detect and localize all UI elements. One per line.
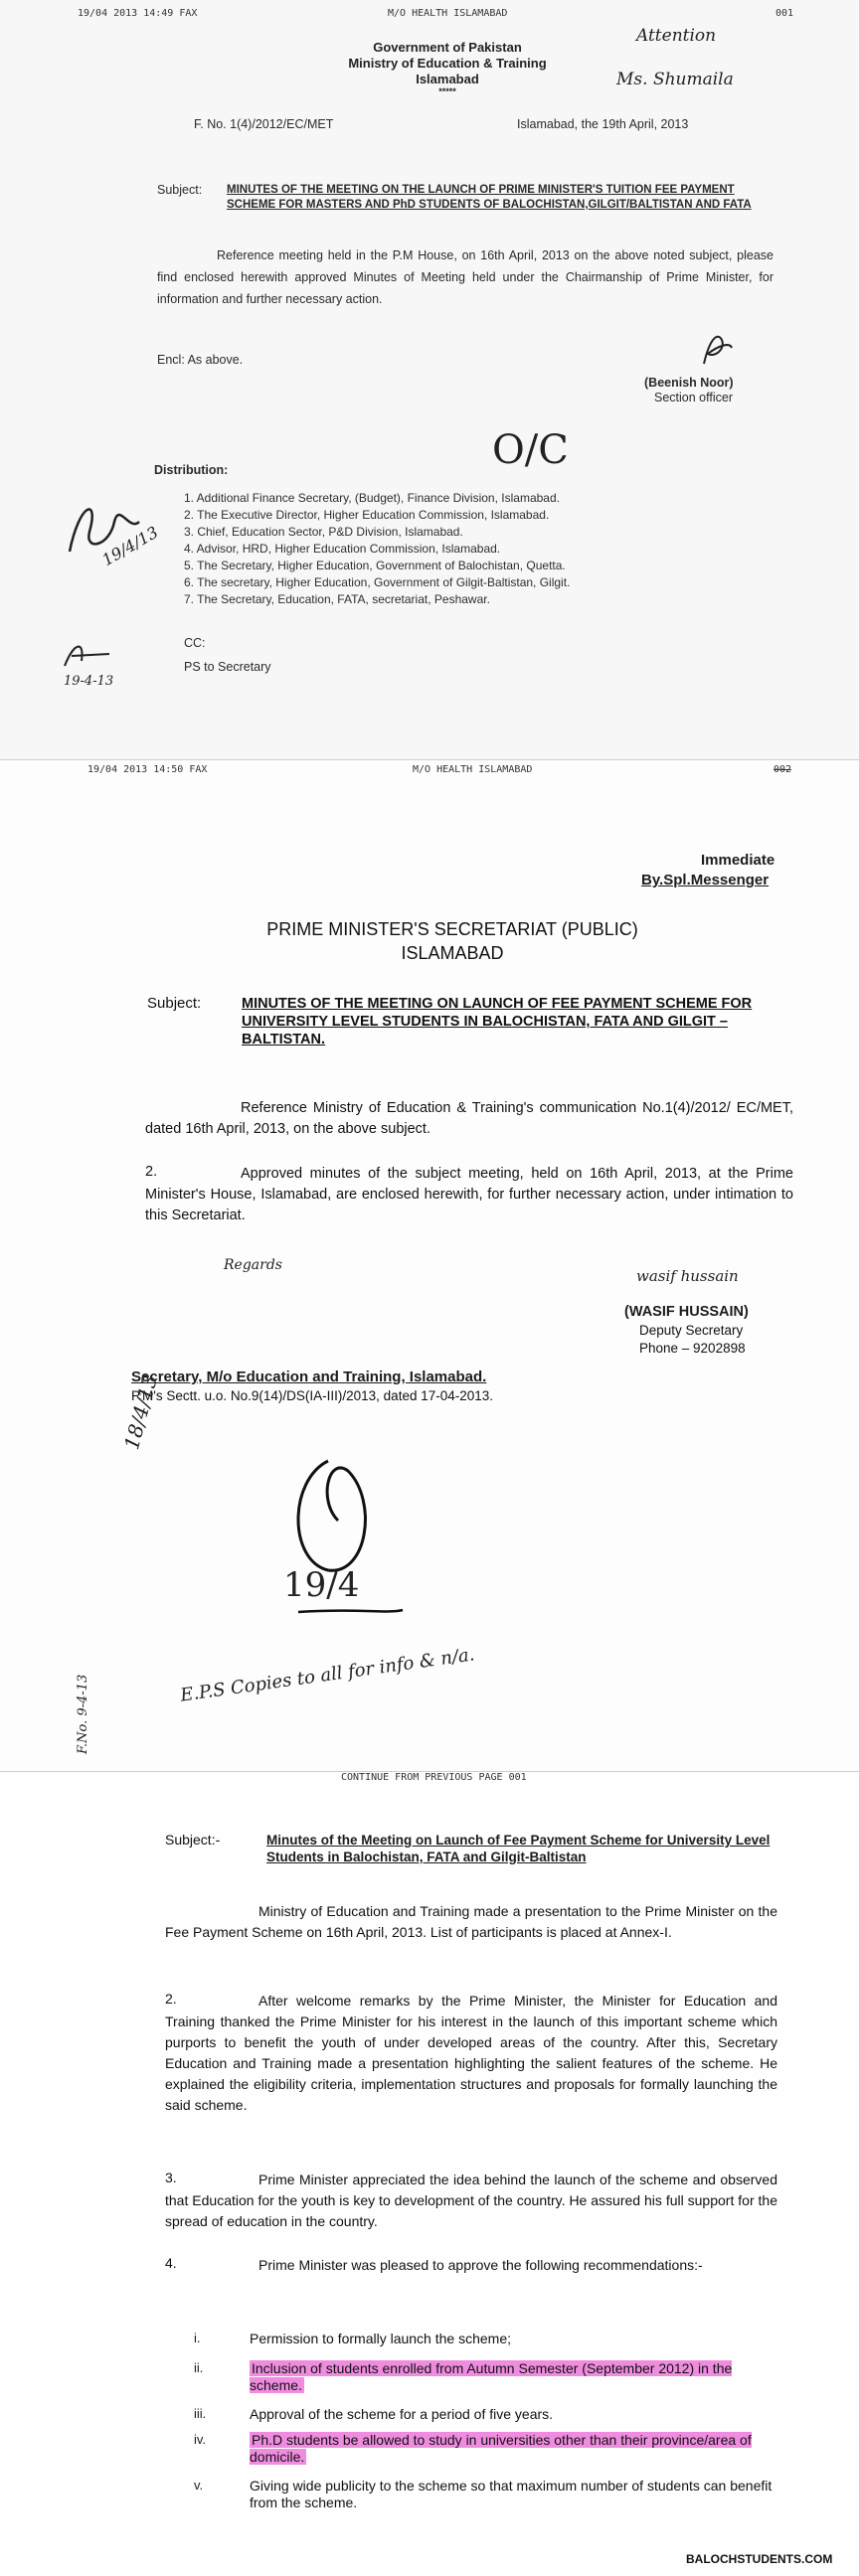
list-item: 5. The Secretary, Higher Education, Government of Balochistan, Quetta. xyxy=(184,559,566,572)
paragraph-3: Prime Minister appreciated the idea behind the launch of the scheme and observed that Education for the youth is key to development of the country. He assured his full support for the spread of education in the country. xyxy=(165,2172,777,2229)
cc-label: CC: xyxy=(184,636,206,650)
org-line-4: ***** xyxy=(438,86,456,96)
addressee: Secretary, M/o Education and Training, Islamabad. xyxy=(131,1368,487,1385)
continue-header: CONTINUE FROM PREVIOUS PAGE 001 xyxy=(341,1772,527,1783)
handwritten-attention-line1: Attention xyxy=(636,26,717,46)
cc-recipient: PS to Secretary xyxy=(184,660,271,674)
org-heading xyxy=(328,40,567,96)
fax-page-1 xyxy=(0,0,859,760)
handwritten-attention-line2: Ms. Shumaila xyxy=(616,70,734,89)
subject-text: MINUTES OF THE MEETING ON LAUNCH OF FEE PAYMENT SCHEME FOR UNIVERSITY LEVEL STUDENTS IN BALOCHISTAN, FATA AND GILGIT – BALTISTAN. xyxy=(242,996,753,1047)
list-item-number: v. xyxy=(194,2478,204,2493)
watermark: BALOCHSTUDENTS.COM xyxy=(686,2552,833,2566)
handwritten-regards: Regards xyxy=(224,1257,282,1273)
subject-label: Subject: xyxy=(157,183,203,197)
paragraph-4-number: 4. xyxy=(165,2255,177,2271)
org-line-3: Islamabad xyxy=(416,72,479,86)
deputy-secretary-signature: wasif hussain xyxy=(636,1267,739,1285)
fax-header-center: M/O HEALTH ISLAMABAD xyxy=(413,764,533,775)
fax-header-center: M/O HEALTH ISLAMABAD xyxy=(388,8,508,19)
recommendations-list xyxy=(194,2331,790,2519)
handwritten-mark-bottom xyxy=(60,636,119,676)
handwritten-oc: O/C xyxy=(492,427,569,473)
subject-text: MINUTES OF THE MEETING ON THE LAUNCH OF PRIME MINISTER'S TUITION FEE PAYMENT SCHEME FOR MASTERS AND PhD STUDENTS OF BALOCHISTAN,GILGIT/BALTISTAN AND FATA xyxy=(227,184,752,211)
handwritten-note: E.P.S Copies to all for info & n/a. xyxy=(178,1644,476,1706)
org-heading xyxy=(229,917,676,965)
enclosure-note: Encl: As above. xyxy=(157,353,244,367)
handwritten-number-mark: 19/4 xyxy=(283,1565,360,1605)
signer-name: (Beenish Noor) xyxy=(644,376,734,390)
list-item-number: iv. xyxy=(194,2432,207,2447)
paragraph-2-number: 2. xyxy=(145,1164,158,1180)
list-item: 4. Advisor, HRD, Higher Education Commission, Islamabad. xyxy=(184,542,501,556)
highlight-mark: Inclusion of students enrolled from Autumn Semester (September 2012) in the scheme. xyxy=(250,2360,733,2393)
org-line-2: ISLAMABAD xyxy=(401,943,504,963)
paragraph-2: Approved minutes of the subject meeting, held on 16th April, 2013, at the Prime Minister's House, Islamabad, are enclosed herewith, for further necessary action, under intimation to this Secretariat. xyxy=(145,1166,793,1224)
list-item-text-highlighted xyxy=(250,2432,776,2466)
list-item: 3. Chief, Education Sector, P&D Division, Islamabad. xyxy=(184,525,463,539)
list-item: 6. The secretary, Higher Education, Government of Gilgit-Baltistan, Gilgit. xyxy=(184,575,571,589)
body-paragraph: Reference meeting held in the P.M House, on 16th April, 2013 on the above noted subject, please find enclosed herewith approved Minutes of Meeting held under the Chairmanship of Prime Minister, for information and further necessary action. xyxy=(157,248,773,306)
paragraph-3-number: 3. xyxy=(165,2170,177,2185)
highlight-mark: Ph.D students be allowed to study in universities other than their province/area of domicile. xyxy=(250,2432,752,2465)
paragraph-1: Ministry of Education and Training made a presentation to the Prime Minister on the Fee Payment Scheme on 16th April, 2013. List of participants is placed at Annex-I. xyxy=(165,1903,777,1940)
signer-title: Deputy Secretary xyxy=(639,1323,744,1338)
fax-page-2 xyxy=(0,760,859,1772)
subject-label: Subject: xyxy=(147,995,202,1012)
fax-header-right: 001 xyxy=(775,8,794,19)
paragraph-4: Prime Minister was pleased to approve the following recommendations:- xyxy=(258,2257,703,2273)
handwritten-date-margin: 18/4/13 xyxy=(119,1371,163,1453)
list-item-text-highlighted xyxy=(250,2360,776,2394)
handwritten-margin-note: F.No. 9-4-13 xyxy=(76,1674,90,1754)
fax-header-left: 19/04 2013 14:50 FAX xyxy=(87,764,208,775)
org-line-2: Ministry of Education & Training xyxy=(348,56,547,71)
fax-header-right: 002 xyxy=(773,764,792,775)
section-officer-signature xyxy=(696,328,736,368)
handwritten-date-bottom: 19-4-13 xyxy=(64,674,114,689)
signer-title: Section officer xyxy=(654,391,733,404)
file-number: F. No. 1(4)/2012/EC/MET xyxy=(194,117,334,131)
org-line-1: Government of Pakistan xyxy=(373,40,522,55)
messenger-label: By.Spl.Messenger xyxy=(641,872,770,888)
signer-phone: Phone – 9202898 xyxy=(639,1341,746,1356)
uo-reference: P.M's Sectt. u.o. No.9(14)/DS(IA-III)/2013, dated 17-04-2013. xyxy=(131,1388,494,1403)
immediate-label: Immediate xyxy=(701,852,775,869)
place-date: Islamabad, the 19th April, 2013 xyxy=(517,117,689,131)
org-line-1: PRIME MINISTER'S SECRETARIAT (PUBLIC) xyxy=(266,919,638,939)
distribution-list xyxy=(184,491,741,610)
list-item-number: ii. xyxy=(194,2360,204,2375)
distribution-label: Distribution: xyxy=(154,463,229,477)
signer-name: (WASIF HUSSAIN) xyxy=(624,1304,749,1320)
list-item: 2. The Executive Director, Higher Education Commission, Islamabad. xyxy=(184,508,550,522)
reference-paragraph: Reference Ministry of Education & Training's communication No.1(4)/2012/ EC/MET, dated 16th April, 2013, on the above subject. xyxy=(145,1100,793,1138)
list-item-text: Giving wide publicity to the scheme so that maximum number of students can benefit from the scheme. xyxy=(250,2478,773,2510)
handwritten-date-left: 19/4/13 xyxy=(98,522,162,570)
list-item-number: iii. xyxy=(194,2406,207,2421)
fax-header-left: 19/04 2013 14:49 FAX xyxy=(78,8,198,19)
subject-label: Subject:- xyxy=(165,1832,221,1848)
paragraph-2: After welcome remarks by the Prime Minister, the Minister for Education and Training thanked the Prime Minister for his interest in the launch of this important scheme which purports to benefit the youth of under developed areas of the country. After this, Secretary Education and Training made a presentation highlighting the salient features of the scheme. He explained the eligibility criteria, implementation structures and proposals for formally launching the said scheme. xyxy=(165,1993,777,2113)
list-item: 7. The Secretary, Education, FATA, secretariat, Peshawar. xyxy=(184,592,490,606)
list-item-number: i. xyxy=(194,2331,201,2345)
paragraph-2-number: 2. xyxy=(165,1991,177,2007)
list-item-text: Approval of the scheme for a period of five years. xyxy=(250,2406,554,2422)
list-item: 1. Additional Finance Secretary, (Budget), Finance Division, Islamabad. xyxy=(184,491,560,505)
subject-text: Minutes of the Meeting on Launch of Fee Payment Scheme for University Level Students in Balochistan, FATA and Gilgit-Baltistan xyxy=(266,1833,771,1864)
list-item-text: Permission to formally launch the scheme; xyxy=(250,2331,511,2346)
fax-page-3 xyxy=(0,1772,859,2576)
